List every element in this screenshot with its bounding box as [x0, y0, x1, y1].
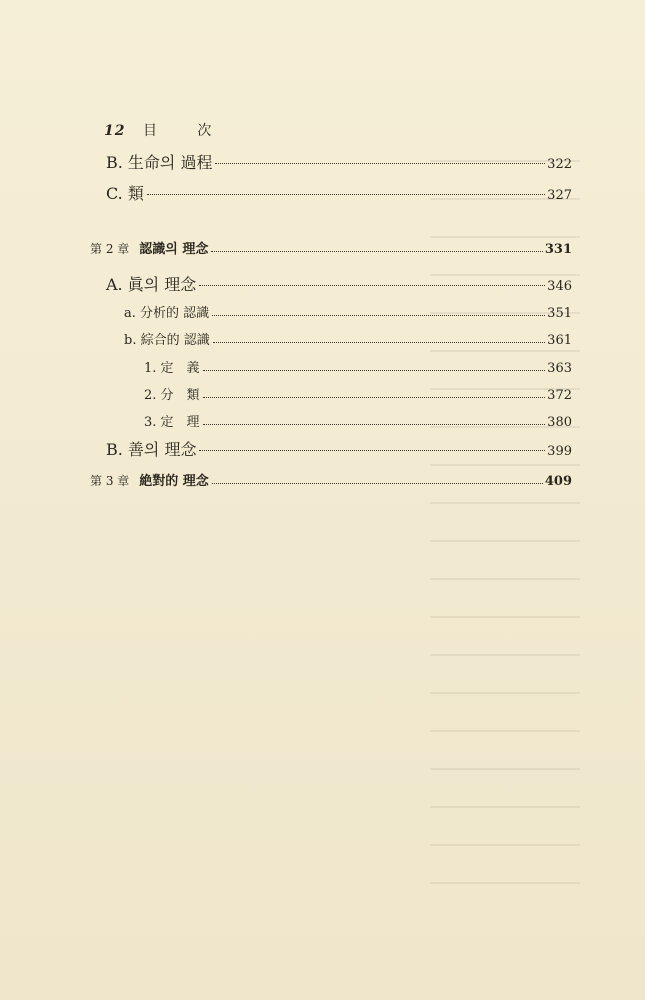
toc-entry[interactable]	[106, 150, 572, 170]
toc-entry-label: 絶對的 理念	[139, 474, 209, 489]
toc-chapter-entry[interactable]	[90, 470, 572, 490]
toc-entry-label: 2. 分 類	[144, 388, 200, 403]
header-title: 目 次	[142, 123, 230, 139]
chapter-number: 第 3 章	[90, 474, 130, 488]
leader-dots	[203, 370, 546, 371]
toc-entry-page: 361	[547, 333, 572, 348]
toc-entry[interactable]	[106, 272, 572, 292]
toc-entry[interactable]	[144, 384, 572, 404]
toc-entry-label: 3. 定 理	[144, 415, 200, 430]
toc-entry-label: a. 分析的 認識	[124, 306, 210, 321]
toc-entry-label: b. 綜合的 認識	[124, 333, 210, 348]
toc-entry-page: 346	[547, 279, 572, 294]
toc-entry-page: 351	[547, 306, 572, 321]
leader-dots	[212, 483, 543, 484]
toc-entry-label: B. 生命의 過程	[106, 153, 213, 172]
toc-entry-label: 認識의 理念	[139, 242, 209, 257]
leader-dots	[199, 450, 545, 451]
toc-entry[interactable]	[144, 357, 572, 377]
toc-entry[interactable]	[106, 181, 572, 201]
toc-entry-page: 399	[547, 444, 572, 459]
toc-entry[interactable]	[124, 329, 572, 349]
leader-dots	[212, 315, 545, 316]
toc-entry-page: 327	[547, 188, 572, 203]
running-header	[104, 120, 229, 140]
toc-entry-page: 363	[547, 361, 572, 376]
toc-entry-page: 409	[544, 474, 572, 489]
toc-entry-label: B. 善의 理念	[106, 440, 197, 459]
leader-dots	[199, 285, 545, 286]
leader-dots	[211, 251, 543, 252]
toc-chapter-entry[interactable]	[90, 238, 572, 258]
toc-entry-label: A. 眞의 理念	[106, 275, 197, 294]
toc-entry-page: 372	[547, 388, 572, 403]
toc-entry-label: 1. 定 義	[144, 361, 200, 376]
toc-entry[interactable]	[106, 437, 572, 457]
leader-dots	[147, 194, 545, 195]
leader-dots	[213, 342, 545, 343]
toc-entry-page: 380	[547, 415, 572, 430]
leader-dots	[203, 424, 546, 425]
leader-dots	[203, 397, 546, 398]
page-number: 12	[104, 123, 126, 139]
toc-entry[interactable]	[124, 302, 572, 322]
toc-entry-page: 322	[547, 157, 572, 172]
toc-entry-label: C. 類	[106, 184, 144, 203]
toc-entry[interactable]	[144, 411, 572, 431]
leader-dots	[215, 163, 545, 164]
chapter-number: 第 2 章	[90, 242, 130, 256]
toc-entry-page: 331	[544, 242, 572, 257]
